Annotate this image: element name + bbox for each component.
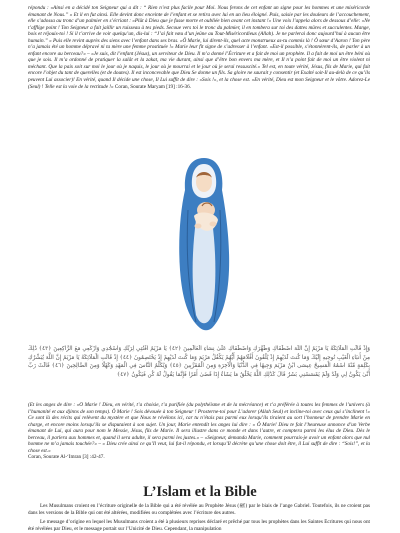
passage-text: (Et les anges de dire : «Ô Marie ! Dieu, en vérité, t’a choisie, t’a purifiée (du polythéisme et de la mécréance) et t’a préférée à toutes les femmes de l’univers (à l’humanité et aux djinns de son temps). Ô Marie ! Sois dévouée à ton Seigneur ! Prosterne-toi pour L’adorer (Allah Seul) et incline-toi avec ceux qui s’inclinent !» Ce sont là des récits qui relèvent du mystère et que Nous te révélons ici, car tu n’étais pas parmi eux lorsqu’ils tiraient au sort l’honneur de prendre Marie en charge, et encore moins lorsqu’ils se disputaient à son sujet. Un jour, Marie entendit les anges lui dire : « Ô Marie! Dieu te fait l’heureuse annonce d’un Verbe émanant de Lui, qui aura pour nom le Messie, Jésus, fils de Marie. Il sera illustre dans ce monde et dans l’autre, et comptera parmi les élus de Dieu. Dès le berceau, il parlera aux hommes et, quand il sera adulte, il sera parmi les justes.» – «Seigneur, demanda Marie, comment pourrais-je avoir un enfant alors que nul homme ne m’a jamais touchée?» – « Dieu crée ainsi ce qu’Il veut, lui fut-il répondu, et lorsqu’Il décrète qu’une chose doit être, il Lui suffit de dire : “Sois!”, et la chose est.» (28, 402, 370, 454)
section-heading: L’Islam et la Bible (143, 484, 257, 500)
passage-text: répondu : «Ainsi en a décidé ton Seigneur qui a dit : “ Rien n’est plus facile pour Moi. Nous ferons de cet enfant un signe pour les hommes et une miséricorde émanant de Nous.” » Et il en fut ainsi. Elle devint donc enceinte de l’enfant et se retira avec lui en un lieu éloigné. Puis, saisie par les douleurs de l’accouchement, elle s’adossa au tronc d’un palmier en s’écriant : «Plût à Dieu que je fusse morte et oubliée bien avant cet instant !» Une voix l’appela alors de dessous d’elle: «Ne t’afflige point ! Ton Seigneur a fait jaillir un ruisseau à tes pieds. Secoue vers toi le tronc du palmier, il en tombera sur toi des dattes mûres et succulentes. Mange, bois et réjouis-toi ! Si il t’arrive de voir quelqu’un, dis-lui : “J’ai fait vœu d’un jeûne au Tout-Miséricordieux (Allah). Je ne parlerai donc aujourd’hui à aucun être humain.” » Puis elle revint auprès des siens avec l’enfant dans ses bras. «Ô Marie, lui dirent-ils, quel acte monstrueux as-tu commis là ! Ô sœur d’Aaron ! Ton père n’a jamais été un homme dépravé ni ta mère une femme prostituée !» Marie leur fit signe de s’adresser à l’enfant. «Est-il possible, s’étonnèrent-ils, de parler à un enfant encore au berceau?» – «Je suis, dit l’enfant (Jésus), un serviteur de Dieu. Il m’a donné l’Écriture et a fait de moi un prophète. Il a fait de moi un être béni où que je sois. Il m’a ordonné de pratiquer la salât et la zakat, ma vie durant, ainsi que d’être bon envers ma mère, et Il n’a point fait de moi un être violent ni méchant. Que la paix soit sur moi le jour où je naquis, le jour où je mourrai et le jour où je serai ressuscité.» Tel est, en toute vérité, Jésus, fils de Marie, qui fait encore l’objet du tant de querelles (et de doutes). Il est inconcevable que Dieu Se donne un fils. Sa gloire ne saurait y consentir (et Exalté soit-Il au-delà de ce qu’ils peuvent Lui associer)! En vérité, quand Il décide une chose, Il Lui suffit de dire : «Sois !», et la chose est. «En vérité, Dieu est mon Seigneur et le vôtre. Adorez-Le (Seul) ! Telle est la voie de la rectitude !» (28, 5, 370, 90)
virgin-and-child-icon (158, 150, 250, 335)
arabic-verses: وَإِذْ قَالَتِ الْمَلَائِكَةُ يَا مَرْيَمُ إِنَّ اللَّهَ اصْطَفَاكِ وَطَهَّرَكِ وَاصْطَفَاكِ عَلَىٰ نِسَاءِ الْعَالَمِينَ ﴿٤٢﴾ يَا مَرْيَمُ اقْنُتِي لِرَبِّكِ وَاسْجُدِي وَارْكَعِي مَعَ الرَّاكِعِينَ ﴿٤٣﴾ ذَٰلِكَ مِنْ أَنبَاءِ الْغَيْبِ نُوحِيهِ إِلَيْكَ وَمَا كُنتَ لَدَيْهِمْ إِذْ يُلْقُونَ أَقْلَامَهُمْ أَيُّهُمْ يَكْفُلُ مَرْيَمَ وَمَا كُنتَ لَدَيْهِمْ إِذْ يَخْتَصِمُونَ ﴿٤٤﴾ إِذْ قَالَتِ الْمَلَائِكَةُ يَا مَرْيَمُ إِنَّ اللَّهَ يُبَشِّرُكِ بِكَلِمَةٍ مِّنْهُ اسْمُهُ الْمَسِيحُ عِيسَى ابْنُ مَرْيَمَ وَجِيهًا فِي الدُّنْيَا وَالْآخِرَةِ وَمِنَ الْمُقَرَّبِينَ ﴿٤٥﴾ وَيُكَلِّمُ النَّاسَ فِي الْمَهْدِ وَكَهْلًا وَمِنَ الصَّالِحِينَ ﴿٤٦﴾ قَالَتْ رَبِّ أَنَّىٰ يَكُونُ لِي وَلَدٌ وَلَمْ يَمْسَسْنِي بَشَرٌ قَالَ كَذَٰلِكِ اللَّهُ يَخْلُقُ مَا يَشَاءُ إِذَا قَضَىٰ أَمْرًا فَإِنَّمَا يَقُولُ لَهُ كُن فَيَكُونُ ﴿٤٧﴾ (28, 346, 370, 378)
passage-citation: Coran, Sourate Maryam [19] :16-36. (113, 83, 191, 90)
body-paragraph: Le message d’origine en lequel les Musulmans croient a été à plusieurs reprises déclaré et prêché par tous les prophètes dans les Saintes Écritures qui nous ont été révélées par Dieu, et le message portait sur l’Unicité de Dieu. Cependant, la manipulation (28, 519, 370, 532)
passage-citation: Coran, Sourate Al-‘Imran [3] :42-47. (28, 454, 105, 461)
quran-passage-maryam (28, 5, 370, 125)
quran-passage-al-imran (28, 402, 370, 480)
body-paragraph: Les Musulmans croient en l’écriture originelle de la Bible qui a été révélée au Prophète Jésus (ﷺ) par le biais de l’ange Gabriel. Toutefois, ils ne croient pas dans les versions de la Bible qui ont été altérées, modifiées ou complétées avec l’écriture des autres. (28, 503, 370, 516)
